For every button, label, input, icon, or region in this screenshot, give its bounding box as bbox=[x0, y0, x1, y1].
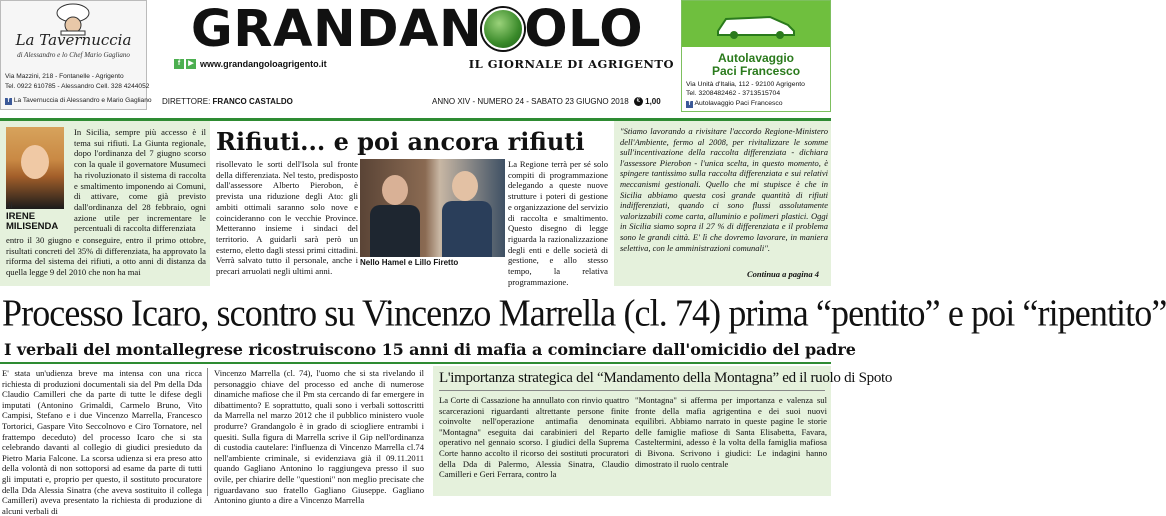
masthead bbox=[160, 0, 674, 112]
facebook-icon: f bbox=[5, 98, 12, 105]
main-column-2: Vincenzo Marrella (cl. 74), l'uomo che si sta rivelando il personaggio chiave del processo ed anche di numerose dinamiche mafiose che il Pm sta cercando di far emergere in dibattimento? E soprattutto, quali sono i verbali sottoscritti da Marrella nel marzo 2012 che il pubblico ministero vuole produrre? Grandangolo è in grado di sciogliere entrambi i quesiti. Sulla figura di Marrella scrive il Gip nell'ordinanza di custodia cautelare: l'influenza di Vincenzo Marrella cl.74 nell'ambiente criminale, si evidenziava già il 09.11.2011 quando Gagliano Antonino lo raggiungeva presso il suo ovile, per chiarire delle "questioni" non meglio precisate che riguardavano suo fratello Gagliano Giuseppe. Gagliano Antonino giunto a dire a Vincenzo Marrella bbox=[214, 368, 424, 506]
main-column-1: E' stata un'udienza breve ma intensa con una ricca richiesta di produzioni documentali sia del Pm della Dda Claudio Camilleri che da parte di tutte le difese degli imputati (Antonino Grimaldi, Carmelo Bruno, Vito Campisi, Stefano e i due Vincenzo Marrella, Francesco Tortorici, Gaspare Vito Seccolnovo e Ciro Tornatore, nel frattempo deceduto) del processo Icaro che si sta celebrando davanti al collegio di giudici presieduto da Pietro Maria Falcone. La scorsa udienza si era preso atto della volontà di non sottoporsi ad esame da parte di tutti gli imputati e, proprio per questo, il sostituto procuratore della Dda Alessia Sinatra (che aveva sostituito il collega Camilleri) aveva presentato la richiesta di produzione di alcuni verbali di bbox=[2, 368, 202, 516]
column-divider bbox=[207, 368, 208, 496]
facebook-icon: f bbox=[686, 101, 693, 108]
ad-brand: La Tavernuccia bbox=[15, 31, 132, 49]
main-headline[interactable]: Processo Icaro, scontro su Vincenzo Marrella (cl. 74) prima “pentito” e poi “ripentito” bbox=[2, 292, 1166, 334]
ad-name-2: Paci Francesco bbox=[711, 64, 801, 78]
lead-center-column bbox=[210, 121, 610, 286]
lead-text-center-b: La Regione terrà per sé solo compiti di programmazione delegando a queste nuove strutture i poteri di gestione e organizzazione del servizio di raccolta e smaltimento. Questo disegno di legge riguarda la razionalizzazione degli enti e delle società di gestione, e allo stesso tempo, la relativa programmazione. bbox=[508, 159, 608, 287]
ad-name-1: Autolavaggio bbox=[717, 51, 794, 65]
lead-text-a: In Sicilia, sempre più accesso è il tema sui rifiuti. La Giunta regionale, dopo l'ordinanza del 7 giugno scorso con la quale il governatore Musumeci ha rivoluzionato il sistema di raccolta e smaltimento imponendo ai Comuni, di attivare, come già previsto dall'ordinanza del 28 febbraio, ogni azione utile per incrementare le percentuali di raccolta differenziata bbox=[74, 127, 206, 234]
photo-caption: Nello Hamel e Lillo Firetto bbox=[360, 258, 459, 267]
share-icon[interactable]: ▶ bbox=[186, 59, 196, 69]
lead-headline[interactable]: Rifiuti... e poi ancora rifiuti bbox=[216, 127, 585, 156]
facebook-icon[interactable]: f bbox=[174, 59, 184, 69]
main-subheadline: I verbali del montallegrese ricostruiscono 15 anni di mafia a cominciare dall'omicidio del padre bbox=[4, 340, 856, 359]
ad-phone: Tel. 0922 610785 - Alessandro Cell. 328 4244052 bbox=[5, 83, 150, 90]
section-divider bbox=[0, 362, 831, 364]
author-name: IRENE MILISENDA bbox=[6, 211, 59, 232]
ad-subtitle: di Alessandro e lo Chef Mario Gagliano bbox=[17, 51, 130, 59]
website-link[interactable]: www.grandangoloagrigento.it bbox=[200, 59, 327, 69]
newspaper-title: GRANDAN OLO bbox=[190, 0, 644, 59]
sidebar-story bbox=[433, 366, 893, 496]
ad-phone: Tel. 3208482462 - 3713515704 bbox=[686, 90, 781, 97]
ad-facebook: f La Tavernuccia di Alessandro e Mario Gagliano bbox=[5, 97, 152, 105]
ad-facebook: f Autolavaggio Paci Francesco bbox=[686, 100, 783, 108]
director-line: DIRETTORE: FRANCO CASTALDO bbox=[162, 97, 293, 106]
tagline: IL GIORNALE DI AGRIGENTO bbox=[468, 57, 674, 71]
politicians-photo bbox=[360, 159, 505, 257]
sidebar-column-b: "Montagna" si afferma per importanza e valenza sul fronte della mafia agrigentina e dei suoi nuovi equilibri. Abbiamo narrato in queste pagine le storie delle famiglie mafiose di Santa Elisabetta, Favara, Casteltermini, adesso è la volta della famiglia mafiosa di Bivona. Scrivono i giudici: Le indagini hanno dimostrato il ruolo centrale bbox=[635, 395, 827, 469]
euro-icon: € bbox=[634, 97, 643, 106]
continue-link[interactable]: Continua a pagina 4 bbox=[746, 269, 819, 279]
lead-text-b: entro il 30 giugno e conseguire, entro il primo ottobre, risultati concreti del 35% di differenziata, ha approvato la riforma del sistema dei rifiuti, a otto anni di distanza da quella legge 9 del 2010 che non ha mai bbox=[6, 235, 206, 278]
lead-left-column bbox=[0, 121, 210, 286]
author-photo bbox=[6, 127, 64, 209]
ad-address: Via Mazzini, 218 - Fontanelle - Agrigento bbox=[5, 73, 124, 80]
globe-logo-icon bbox=[482, 8, 524, 50]
byline-prefix: di bbox=[6, 201, 13, 210]
quote-text: "Stiamo lavorando a rivisitare l'accordo Regione-Ministero dell'Ambiente, fermo al 2008, per rivitalizzare le somme sull'incentivazione della raccolta differenziata - dichiara l'assessore Pierobon - l'unica scelta, in questo momento, è spingere tantissimo sulla raccolta differenziata e sui relativi meccanismi gestionali. Quello che mi stupisce è che in Sicilia abbiamo questa così grande quantità di rifiuti indifferenziati, quando ci sono flussi assolutamente valorizzabili come carta, alluminio e polimeri plastici. Oggi in Sicilia siamo sopra il 27 % di differenziata e il problema sono le grandi città. E' lì che dovremo lavorare, in maniera selettiva, con le amministrazioni comunali". bbox=[620, 126, 828, 253]
car-illustration bbox=[710, 9, 800, 39]
masthead-row bbox=[160, 58, 674, 74]
lead-text-center-a: risollevato le sorti dell'Isola sul fronte della differenziata. Nel testo, predisposto dall'assessore Alberto Pierobon, è prevista una riduzione degli Ato: gli ambiti ottimali saranno solo nove e coincideranno con le vecchie Province. Metteranno insieme i sindaci del territorio. A guidarli sarà però un esterno, eletto dagli stessi primi cittadini. Verrà salvato tutto il personale, anche i precari arruolati negli ultimi anni. bbox=[216, 159, 358, 277]
sidebar-headline[interactable]: L'importanza strategica del “Mandamento della Montagna” ed il ruolo di Spoto bbox=[439, 370, 893, 386]
advertisement-tavernuccia[interactable] bbox=[0, 0, 152, 110]
advertisement-autolavaggio[interactable] bbox=[681, 0, 831, 112]
headline-rule bbox=[439, 390, 825, 391]
ad-address: Via Unità d'Italia, 112 - 92100 Agrigento bbox=[686, 81, 805, 88]
sidebar-column-a: La Corte di Cassazione ha annullato con rinvio quattro scarcerazioni riguardanti altrettante persone finite coinvolte nell'operazione antimafia denominata "Montagna" eseguita dai carabinieri del Reparto operativo nel gennaio scorso. I giudici della Suprema Corte hanno accolto il ricorso dei sostituti procuratori della Dda di Palermo, Alessia Sinatra, Claudio Camilleri e Geri Ferrara, contro la bbox=[439, 395, 629, 480]
social-icons[interactable] bbox=[174, 59, 196, 69]
issue-line: ANNO XIV - NUMERO 24 - SABATO 23 GIUGNO 2018 € 1,00 bbox=[432, 97, 661, 106]
quote-box bbox=[614, 121, 831, 286]
